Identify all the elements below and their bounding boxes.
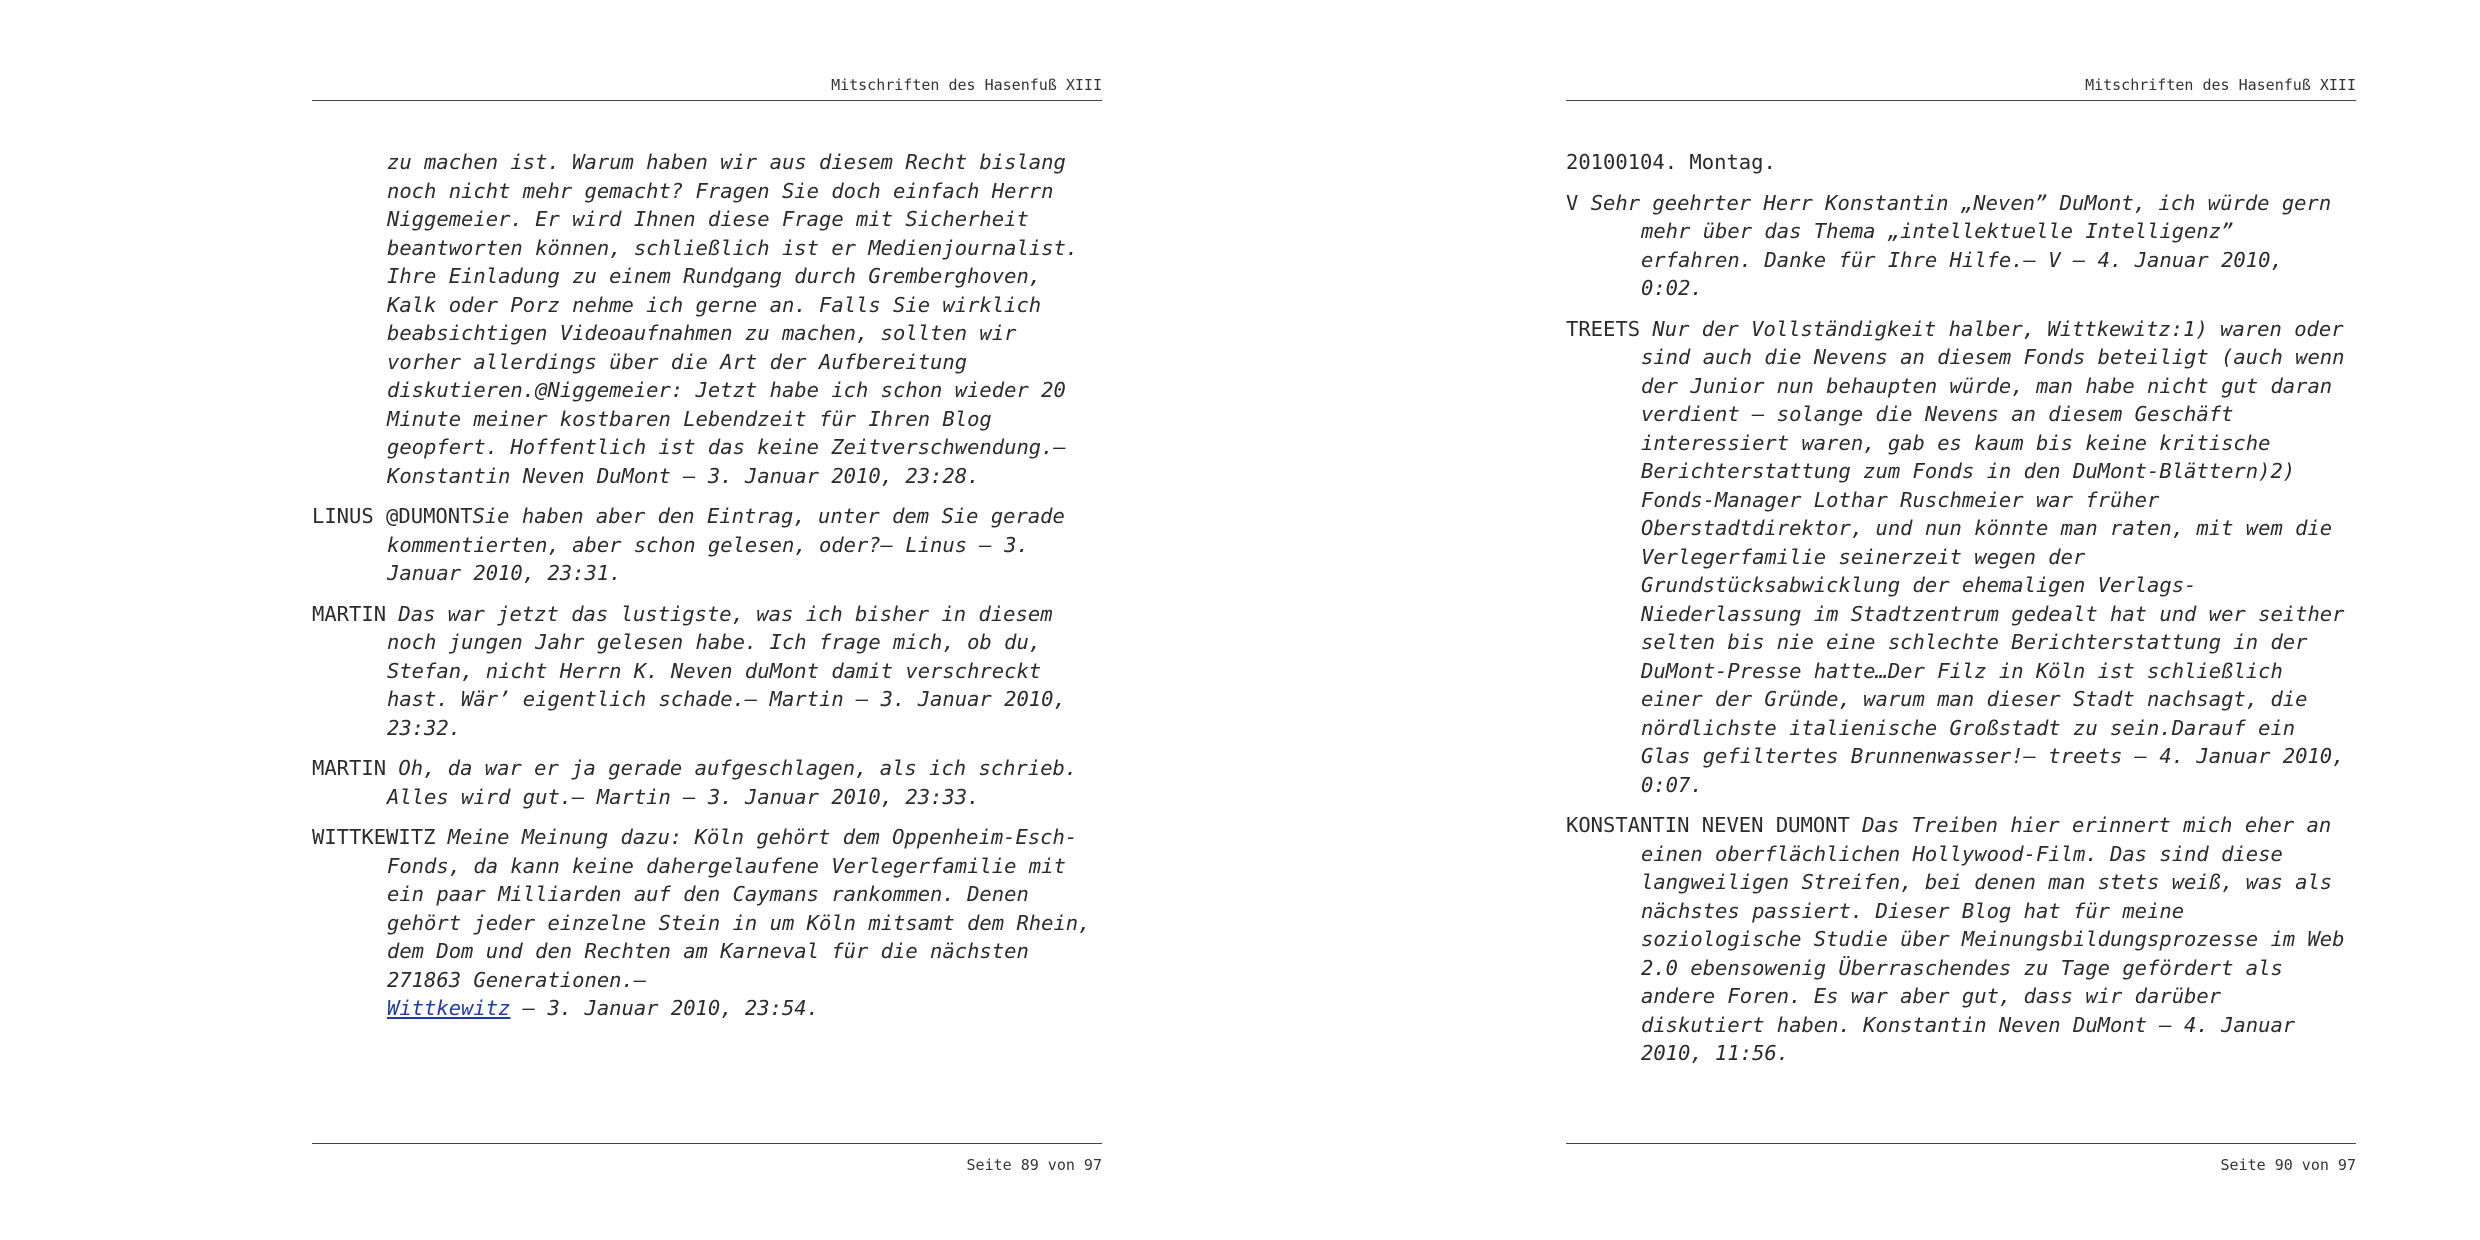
comment-text: Das Treiben hier erinnert mich eher an einen oberflächlichen Hollywood-Film. Das sind diese langweiligen Streifen, bei denen man stets weiß, was als nächstes passiert. Dieser Blog hat für meine soziologische Studie über Meinungsbildungsprozesse im Web 2.0 ebensowenig Überraschendes zu Tage gefördert als andere Foren. Es war aber gut, dass wir darüber diskutiert haben. Konstantin Neven DuMont — 4. Januar 2010, 11:56. (1641, 813, 2345, 1065)
comment-speaker: KONSTANTIN NEVEN DUMONT (1566, 813, 1850, 837)
comment-text: Nur der Vollständigkeit halber, Wittkewitz:1) waren oder sind auch die Nevens an diesem Fonds beteiligt (auch wenn der Junior nun behaupten würde, man habe nicht gut daran verdient – solange die Nevens an diesem Geschäft interessiert waren, gab es kaum bis keine kritische Berichterstattung zum Fonds in den DuMont-Blättern)2) Fonds-Manager Lothar Ruschmeier war früher Oberstadtdirektor, und nun könnte man raten, mit wem die Verlegerfamilie seinerzeit wegen der Grundstücksabwicklung der ehemaligen Verlags-Niederlassung im Stadtzentrum gedealt hat und wer seither selten bis nie eine schlechte Berichterstattung in der DuMont-Presse hatte…Der Filz in Köln ist schließlich einer der Gründe, warum man dieser Stadt nachsagt, die nördlichste italienische Großstadt zu sein.Darauf ein Glas gefiltertes Brunnenwasser!— treets — 4. Januar 2010, 0:07. (1641, 316, 2345, 797)
comment-text: Oh, da war er ja gerade aufgeschlagen, als ich schrieb. Alles wird gut.— Martin — 3. Januar 2010, 23:33. (387, 756, 1078, 809)
comment-continuation (312, 148, 1102, 490)
running-header: Mitschriften des Hasenfuß XIII (312, 76, 1102, 101)
page-footer: Seite 90 von 97 (1566, 1143, 2356, 1174)
comment-text: Das war jetzt das lustigste, was ich bisher in diesem noch jungen Jahr gelesen habe. Ich frage mich, ob du, Stefan, nicht Herrn K. Neven duMont damit verschreckt hast. Wär’ eigentlich schade.— Martin — 3. Januar 2010, 23:32. (387, 601, 1066, 740)
comment-speaker: MARTIN (312, 601, 387, 626)
comment-text: Meine Meinung dazu: Köln gehört dem Oppenheim-Esch-Fonds, da kann keine dahergelaufene Verlegerfamilie mit ein paar Milliarden auf den Caymans rankommen. Denen gehört jeder einzelne Stein in um Köln mitsamt dem Rhein, dem Dom und den Rechten am Karneval für die nächsten 271863 Generationen.— (387, 825, 1091, 992)
comment-timestamp: — 3. Januar 2010, 23:54. (510, 996, 819, 1020)
comment-entry (312, 754, 1102, 811)
dateline: 20100104. Montag. (1566, 150, 1776, 174)
comment-entry (312, 502, 1102, 588)
comment-entry (312, 600, 1102, 743)
comment-speaker: V (1566, 190, 1579, 215)
comment-speaker: MARTIN (312, 756, 387, 780)
comment-speaker: LINUS @DUMONT (312, 504, 473, 528)
page-footer: Seite 89 von 97 (312, 1143, 1102, 1174)
comment-text: Sie haben aber den Eintrag, unter dem Sie gerade kommentierten, aber schon gelesen, oder?— Linus — 3. Januar 2010, 23:31. (387, 504, 1065, 585)
right-page (1566, 0, 2356, 1240)
comment-entry (1566, 811, 2356, 1068)
comment-entry (312, 823, 1102, 1023)
comment-entry (1566, 315, 2356, 800)
comment-entry (1566, 189, 2356, 303)
comment-text: zu machen ist. Warum haben wir aus diesem Recht bislang noch nicht mehr gemacht? Fragen Sie doch einfach Herrn Niggemeier. Er wird Ihnen diese Frage mit Sicherheit beantworten können, schließlich ist er Medienjournalist. Ihre Einladung zu einem Rundgang durch Gremberghoven, Kalk oder Porz nehme ich gerne an. Falls Sie wirklich beabsichtigen Videoaufnahmen zu machen, sollten wir vorher allerdings über die Art der Aufbereitung diskutieren.@Niggemeier: Jetzt habe ich schon wieder 20 Minute meiner kostbaren Lebendzeit für Ihren Blog geopfert. Hoffentlich ist das keine Zeitverschwendung.— Konstantin Neven DuMont — 3. Januar 2010, 23:28. (387, 150, 1079, 488)
comment-text: Sehr geehrter Herr Konstantin „Neven” DuMont, ich würde gern mehr über das Thema „intellektuelle Intelligenz” erfahren. Danke für Ihre Hilfe.— V — 4. Januar 2010, 0:02. (1590, 190, 2332, 300)
left-page (312, 0, 1102, 1240)
comment-speaker: TREETS (1566, 316, 1641, 341)
author-link[interactable]: Wittkewitz (387, 996, 511, 1020)
page-content (1566, 148, 2356, 1080)
running-header: Mitschriften des Hasenfuß XIII (1566, 76, 2356, 101)
page-content (312, 148, 1102, 1035)
comment-speaker: WITTKEWITZ (312, 825, 436, 849)
